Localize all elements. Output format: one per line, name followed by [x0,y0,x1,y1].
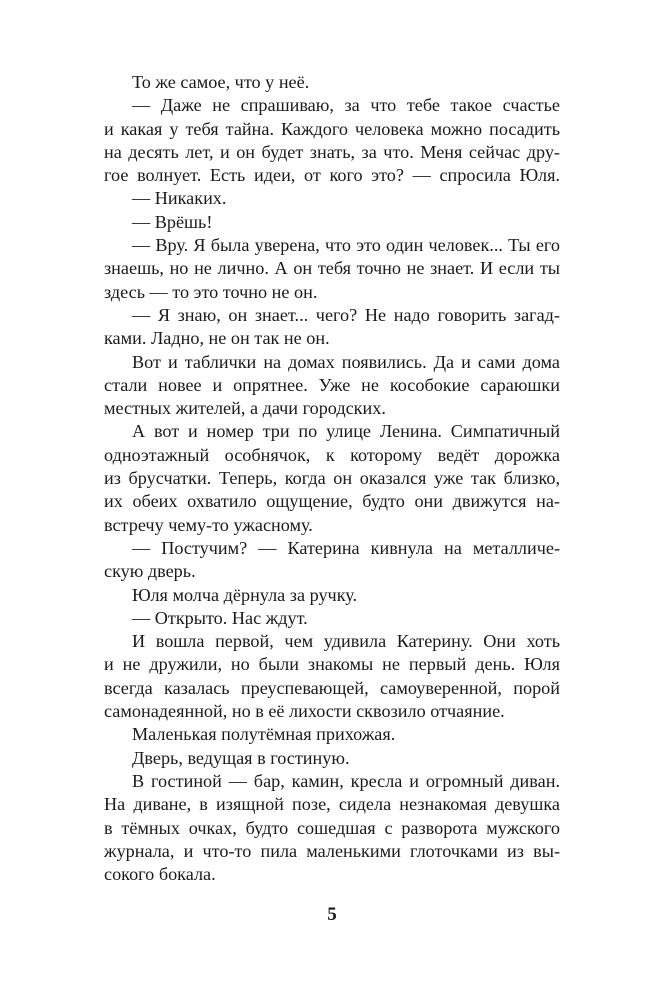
text-line: журнала, и что-то пила маленькими глоточками из вы- [104,840,560,861]
text-line: одноэтажный особнячок, к которому ведёт дорожка [104,444,560,465]
text-line: ками. Ладно, не он так не он. [104,328,330,349]
text-line: И вошла первой, чем удивила Катерину. Они хоть [132,631,560,652]
text-line: — Врёшь! [132,211,213,232]
text-line: из брусчатки. Теперь, когда он оказался уже так близко, [104,468,560,489]
text-line: встречу чему-то ужасному. [104,514,313,535]
text-line: — Даже не спрашиваю, за что тебе такое счастье [132,95,560,116]
text-line: здесь — то это точно не он. [104,281,318,302]
text-line: А вот и номер три по улице Ленина. Симпатичный [132,421,560,442]
text-line: На диване, в изящной позе, сидела незнакомая девушка [104,794,560,815]
text-line: в тёмных очках, будто сошедшая с разворота мужского [104,817,560,838]
text-line: Дверь, ведущая в гостиную. [132,747,350,768]
text-line: местных жителей, а дачи городских. [104,398,386,419]
text-line: — Открыто. Нас ждут. [132,607,308,628]
text-line: В гостиной — бар, камин, кресла и огромный диван. [132,770,560,791]
text-line: гое волнует. Есть идеи, от кого это? — спросила Юля. [104,165,560,186]
text-line: Маленькая полутёмная прихожая. [132,724,396,745]
text-line: Вот и таблички на домах появились. Да и сами дома [132,351,560,372]
text-line: и какая у тебя тайна. Каждого человека можно посадить [104,118,560,139]
text-line: знаешь, но не лично. А он тебя точно не знает. И если ты [104,258,560,279]
text-line: всегда казалась преуспевающей, самоуверенной, порой [104,677,560,698]
text-line: стали новее и опрятнее. Уже не кособокие сараюшки [104,374,560,395]
text-line: и не дружили, но были знакомы не первый день. Юля [104,654,560,675]
text-line: — Я знаю, он знает... чего? Не надо говорить загад- [132,304,560,325]
body-text [104,71,560,886]
text-line: — Никаких. [132,188,227,209]
text-line: самонадеянной, но в её лихости сквозило отчаяние. [104,701,505,722]
text-line: — Постучим? — Катерина кивнула на металличе- [132,537,560,558]
text-line: Юля молча дёрнула за ручку. [132,584,358,605]
text-line: То же самое, что у неё. [132,72,310,92]
text-line: скую дверь. [104,561,196,582]
text-line: сокого бокала. [104,864,216,885]
text-line: на десять лет, и он будет знать, за что. Меня сейчас дру- [104,141,560,162]
page-number: 5 [327,904,337,925]
text-line: — Вру. Я была уверена, что это один человек... Ты его [132,235,560,256]
text-line: их обеих охватило ощущение, будто они движутся на- [104,491,560,512]
